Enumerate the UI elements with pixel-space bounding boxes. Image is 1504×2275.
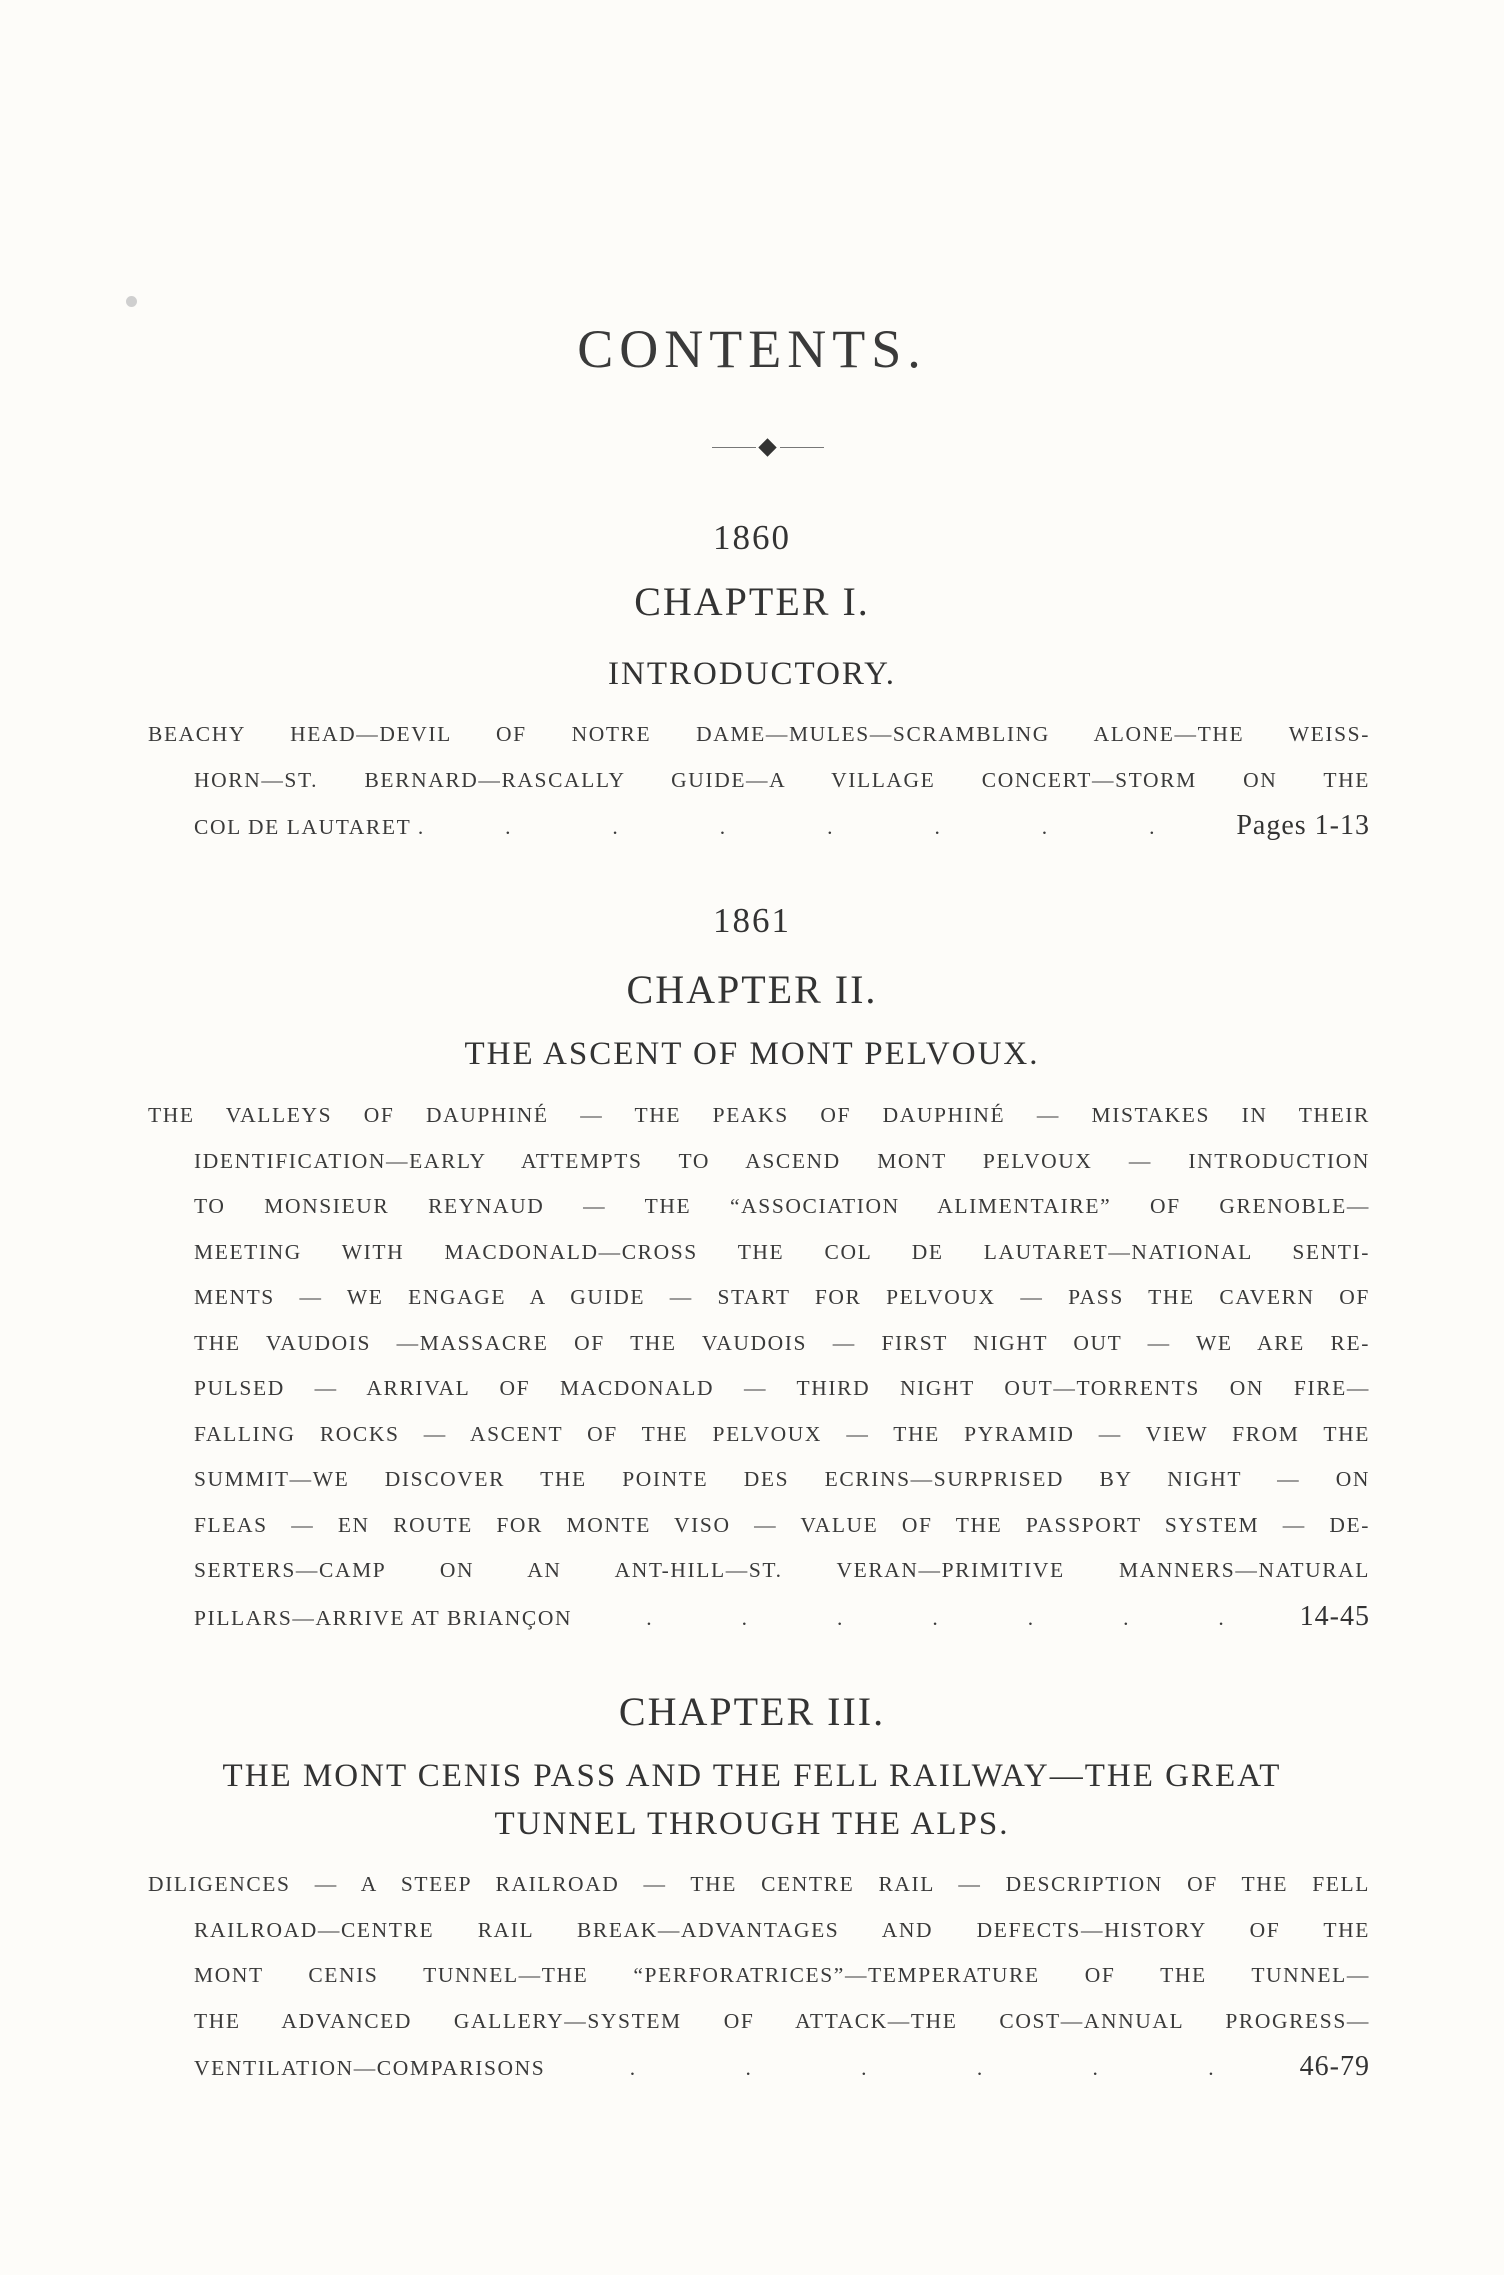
chapter-2-pages: 14-45 bbox=[1299, 1600, 1370, 1632]
summary-line: THE VAUDOIS —MASSACRE OF THE VAUDOIS — FIRST NIGHT OUT — WE ARE RE- bbox=[194, 1330, 1370, 1355]
dot-leader: . . . . . . . bbox=[505, 815, 1157, 839]
summary-line: MENTS — WE ENGAGE A GUIDE — START FOR PELVOUX — PASS THE CAVERN OF bbox=[194, 1285, 1370, 1309]
chapter-2-summary bbox=[148, 1093, 1370, 1639]
summary-line-text: VENTILATION—COMPARISONS bbox=[194, 2056, 546, 2080]
summary-line: HORN—ST. BERNARD—RASCALLY GUIDE—A VILLAGE CONCERT—STORM ON THE bbox=[194, 767, 1370, 792]
summary-line: PULSED — ARRIVAL OF MACDONALD — THIRD NIGHT OUT—TORRENTS ON FIRE— bbox=[194, 1376, 1370, 1400]
chapter-1-summary bbox=[148, 712, 1370, 849]
chapter-3-title-line-2: TUNNEL THROUGH THE ALPS. bbox=[494, 1806, 1010, 1842]
chapter-1-pages: Pages 1-13 bbox=[1236, 810, 1370, 841]
page-title: CONTENTS. bbox=[577, 319, 927, 379]
dot-leader: . . . . . . bbox=[629, 2056, 1216, 2080]
summary-line: FALLING ROCKS — ASCENT OF THE PELVOUX — THE PYRAMID — VIEW FROM THE bbox=[194, 1421, 1370, 1446]
chapter-1-heading: CHAPTER I. bbox=[634, 579, 870, 624]
chapter-2-title: THE ASCENT OF MONT PELVOUX. bbox=[464, 1036, 1040, 1072]
chapter-3-pages: 46-79 bbox=[1299, 2051, 1370, 2082]
summary-line: DILIGENCES — A STEEP RAILROAD — THE CENTRE RAIL — DESCRIPTION OF THE FELL bbox=[148, 1872, 1370, 1896]
summary-line-last bbox=[148, 803, 1370, 849]
summary-line: THE ADVANCED GALLERY—SYSTEM OF ATTACK—THE COST—ANNUAL PROGRESS— bbox=[194, 2008, 1370, 2033]
ornament-line-right bbox=[780, 447, 824, 448]
dot-leader: . . . . . . . bbox=[646, 1605, 1226, 1630]
summary-line: MEETING WITH MACDONALD—CROSS THE COL DE LAUTARET—NATIONAL SENTI- bbox=[194, 1239, 1370, 1264]
ornament-divider bbox=[712, 436, 824, 460]
summary-line-last bbox=[148, 2044, 1370, 2090]
summary-line: MONT CENIS TUNNEL—THE “PERFORATRICES”—TEMPERATURE OF THE TUNNEL— bbox=[194, 1963, 1370, 1987]
summary-line-text: COL DE LAUTARET . bbox=[194, 815, 425, 839]
diamond-icon bbox=[758, 438, 776, 456]
page-speck bbox=[126, 296, 137, 307]
chapter-3-heading: CHAPTER III. bbox=[618, 1689, 886, 1734]
summary-line-last bbox=[148, 1594, 1370, 1640]
summary-line: RAILROAD—CENTRE RAIL BREAK—ADVANTAGES AND DEFECTS—HISTORY OF THE bbox=[194, 1917, 1370, 1942]
summary-line: FLEAS — EN ROUTE FOR MONTE VISO — VALUE OF THE PASSPORT SYSTEM — DE- bbox=[194, 1512, 1370, 1537]
summary-line: TO MONSIEUR REYNAUD — THE “ASSOCIATION ALIMENTAIRE” OF GRENOBLE— bbox=[194, 1194, 1370, 1218]
chapter-1-year: 1860 bbox=[713, 518, 791, 557]
summary-line: IDENTIFICATION—EARLY ATTEMPTS TO ASCEND MONT PELVOUX — INTRODUCTION bbox=[194, 1148, 1370, 1173]
summary-line: SUMMIT—WE DISCOVER THE POINTE DES ECRINS—SURPRISED BY NIGHT — ON bbox=[194, 1467, 1370, 1491]
chapter-2-year: 1861 bbox=[713, 901, 791, 940]
summary-line: THE VALLEYS OF DAUPHINÉ — THE PEAKS OF DAUPHINÉ — MISTAKES IN THEIR bbox=[148, 1103, 1370, 1127]
summary-line: SERTERS—CAMP ON AN ANT-HILL—ST. VERAN—PRIMITIVE MANNERS—NATURAL bbox=[194, 1558, 1370, 1582]
chapter-1-title: INTRODUCTORY. bbox=[608, 656, 896, 692]
ornament-line-left bbox=[712, 447, 756, 448]
summary-line-text: PILLARS—ARRIVE AT BRIANÇON bbox=[194, 1605, 573, 1630]
chapter-2-heading: CHAPTER II. bbox=[626, 967, 878, 1012]
summary-line: BEACHY HEAD—DEVIL OF NOTRE DAME—MULES—SCRAMBLING ALONE—THE WEISS- bbox=[148, 722, 1370, 746]
chapter-3-summary bbox=[148, 1862, 1370, 2090]
chapter-3-title-line-1: THE MONT CENIS PASS AND THE FELL RAILWAY—THE GREAT bbox=[222, 1758, 1282, 1794]
